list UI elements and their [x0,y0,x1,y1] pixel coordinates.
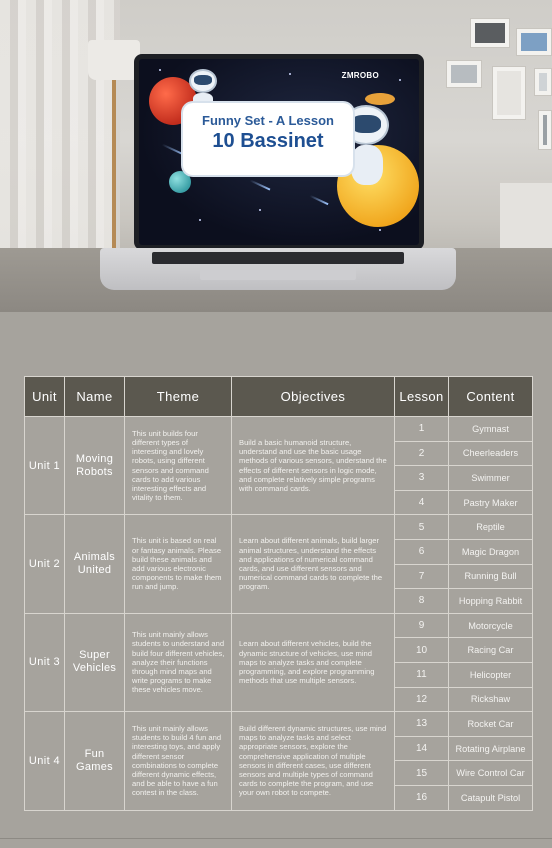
table-row [25,417,533,442]
name-cell: Moving Robots [65,417,125,515]
lesson-content: Rickshaw [449,687,533,712]
title-line2: 10 Bassinet [212,130,324,152]
lesson-content: Running Bull [449,564,533,589]
header-name: Name [65,377,125,417]
objectives-cell: Build different dynamic structures, use mind maps to analyze tasks and select appropriate sensors, explore the comprehensive application of multiple sensors in different cases, use different sensors and multiple types of command cards to complete the program, and use your own robot to compete. [232,712,395,810]
trackpad [200,266,356,280]
header-content: Content [449,377,533,417]
lesson-number: 16 [395,785,449,810]
lesson-content: Magic Dragon [449,539,533,564]
wall-frame [470,18,510,48]
header-lesson: Lesson [395,377,449,417]
lesson-content: Pastry Maker [449,490,533,515]
wall-frame [516,28,552,56]
header-theme: Theme [125,377,232,417]
brand-logo: ZMROBO [341,71,379,80]
lesson-number: 1 [395,417,449,442]
lesson-content: Rotating Airplane [449,736,533,761]
title-card [183,103,353,175]
theme-cell: This unit mainly allows students to understand and build four different vehicles, analyze their functions through mind maps and write programs to make these vehicles move. [125,613,232,711]
table-row [25,515,533,540]
curriculum-table-wrap [24,376,532,812]
lesson-content: Racing Car [449,638,533,663]
title-line1: Funny Set - A Lesson [202,113,334,128]
curtain [0,0,120,250]
unit-cell: Unit 4 [25,712,65,810]
lamp-pole [112,80,116,250]
unit-cell: Unit 2 [25,515,65,613]
wall-frame [538,110,552,150]
lesson-number: 6 [395,539,449,564]
header-unit: Unit [25,377,65,417]
theme-cell: This unit builds four different types of interesting and lovely robots, using different sensors and command cards to add various interesting effects and vitality to them. [125,417,232,515]
wall-frame [534,68,552,96]
laptop-screen [134,54,424,250]
lamp-shade [88,40,140,80]
lesson-number: 3 [395,466,449,491]
unit-cell: Unit 1 [25,417,65,515]
lesson-number: 7 [395,564,449,589]
header-objectives: Objectives [232,377,395,417]
lesson-content: Catapult Pistol [449,785,533,810]
hero-photo [0,0,552,312]
name-cell: Super Vehicles [65,613,125,711]
screen-artwork [139,59,419,245]
table-row [25,712,533,737]
shelf [500,180,552,250]
lesson-number: 13 [395,712,449,737]
lesson-content: Rocket Car [449,712,533,737]
wall-frame [492,66,526,120]
keyboard [152,252,404,264]
teal-planet-icon [169,171,191,193]
objectives-cell: Build a basic humanoid structure, understand and use the basic usage methods of various sensors, understand the effects of different sensors in logic mode, and complete relatively simple programs with command cards. [232,417,395,515]
lesson-number: 8 [395,589,449,614]
bottom-divider [0,838,552,839]
lesson-content: Cheerleaders [449,441,533,466]
name-cell: Animals United [65,515,125,613]
lesson-number: 15 [395,761,449,786]
lesson-content: Hopping Rabbit [449,589,533,614]
lesson-number: 4 [395,490,449,515]
lesson-number: 5 [395,515,449,540]
lesson-content: Reptile [449,515,533,540]
lesson-number: 12 [395,687,449,712]
lesson-content: Swimmer [449,466,533,491]
objectives-cell: Learn about different animals, build larger animal structures, understand the effects and applications of numerical command cards, and use different sensors and numerical command cards to complete the program. [232,515,395,613]
unit-cell: Unit 3 [25,613,65,711]
table-row [25,613,533,638]
lesson-content: Wire Control Car [449,761,533,786]
objectives-cell: Learn about different vehicles, build the dynamic structure of vehicles, use mind maps to analyze tasks and complete programming, and explore programming methods that use multiple sensors. [232,613,395,711]
lesson-number: 10 [395,638,449,663]
lesson-number: 9 [395,613,449,638]
table-header-row [25,377,533,417]
lesson-content: Gymnast [449,417,533,442]
theme-cell: This unit is based on real or fantasy animals. Please build these animals and add various electronic components to make them run and jump. [125,515,232,613]
name-cell: Fun Games [65,712,125,810]
ufo-icon [365,93,395,105]
theme-cell: This unit mainly allows students to build 4 fun and interesting toys, and apply different sensor combinations to complete different dynamic effects, and be able to have a fun contest in the class. [125,712,232,810]
lesson-content: Motorcycle [449,613,533,638]
curriculum-table [24,376,533,811]
lesson-number: 14 [395,736,449,761]
lesson-number: 11 [395,662,449,687]
lesson-content: Helicopter [449,662,533,687]
wall-frame [446,60,482,88]
lesson-number: 2 [395,441,449,466]
